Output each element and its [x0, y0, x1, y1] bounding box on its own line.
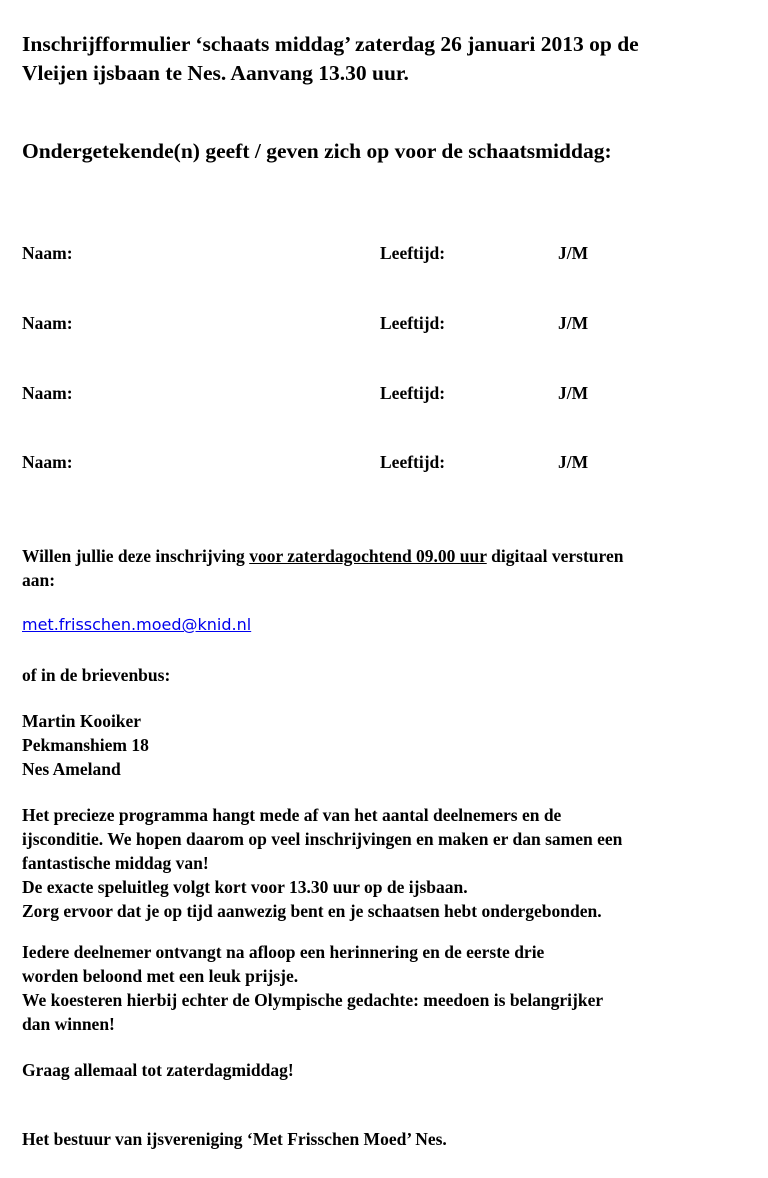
- address-city: Nes Ameland: [22, 759, 121, 779]
- instruction-text: Willen jullie deze inschrijving: [22, 546, 250, 566]
- title-line-1: Inschrijfformulier ‘schaats middag’ zaterdag 26 januari 2013 op de: [22, 32, 639, 56]
- prizes-line: worden beloond met een leuk prijsje.: [22, 966, 299, 986]
- title-line-2: Vleijen ijsbaan te Nes. Aanvang 13.30 uur.: [22, 61, 409, 85]
- prizes-line: Iedere deelnemer ontvangt na afloop een herinnering en de eerste drie: [22, 942, 545, 962]
- gender-label: J/M: [558, 313, 589, 333]
- program-line: ijsconditie. We hopen daarom op veel inschrijvingen en maken er dan samen een: [22, 829, 623, 849]
- deadline-text: voor zaterdagochtend 09.00 uur: [249, 546, 487, 566]
- address-name: Martin Kooiker: [22, 711, 142, 731]
- mailbox-label: of in de brievenbus:: [22, 665, 171, 685]
- gender-label: J/M: [558, 383, 589, 403]
- instruction-line-2: aan:: [22, 570, 56, 590]
- instruction-line-1: [22, 544, 624, 568]
- form-heading: Ondergetekende(n) geeft / geven zich op voor de schaatsmiddag:: [22, 139, 612, 163]
- gender-label: J/M: [558, 243, 589, 263]
- leeftijd-label: Leeftijd:: [380, 313, 446, 333]
- naam-label: Naam:: [22, 383, 73, 403]
- naam-label: Naam:: [22, 243, 73, 263]
- signature-text: Het bestuur van ijsvereniging ‘Met Frisschen Moed’ Nes.: [22, 1129, 447, 1149]
- prizes-line: We koesteren hierbij echter de Olympische gedachte: meedoen is belangrijker: [22, 990, 604, 1010]
- instruction-text-end: digitaal versturen: [486, 546, 624, 566]
- gender-label: J/M: [558, 452, 589, 472]
- program-line: fantastische middag van!: [22, 853, 209, 873]
- naam-label: Naam:: [22, 313, 73, 333]
- program-line: Het precieze programma hangt mede af van het aantal deelnemers en de: [22, 805, 562, 825]
- program-line: Zorg ervoor dat je op tijd aanwezig bent en je schaatsen hebt ondergebonden.: [22, 901, 602, 921]
- program-line: De exacte speluitleg volgt kort voor 13.30 uur op de ijsbaan.: [22, 877, 468, 897]
- naam-label: Naam:: [22, 452, 73, 472]
- closing-text: Graag allemaal tot zaterdagmiddag!: [22, 1060, 294, 1080]
- email-link[interactable]: met.frisschen.moed@knid.nl: [22, 615, 252, 634]
- leeftijd-label: Leeftijd:: [380, 243, 446, 263]
- leeftijd-label: Leeftijd:: [380, 452, 446, 472]
- leeftijd-label: Leeftijd:: [380, 383, 446, 403]
- prizes-line: dan winnen!: [22, 1014, 115, 1034]
- address-street: Pekmanshiem 18: [22, 735, 149, 755]
